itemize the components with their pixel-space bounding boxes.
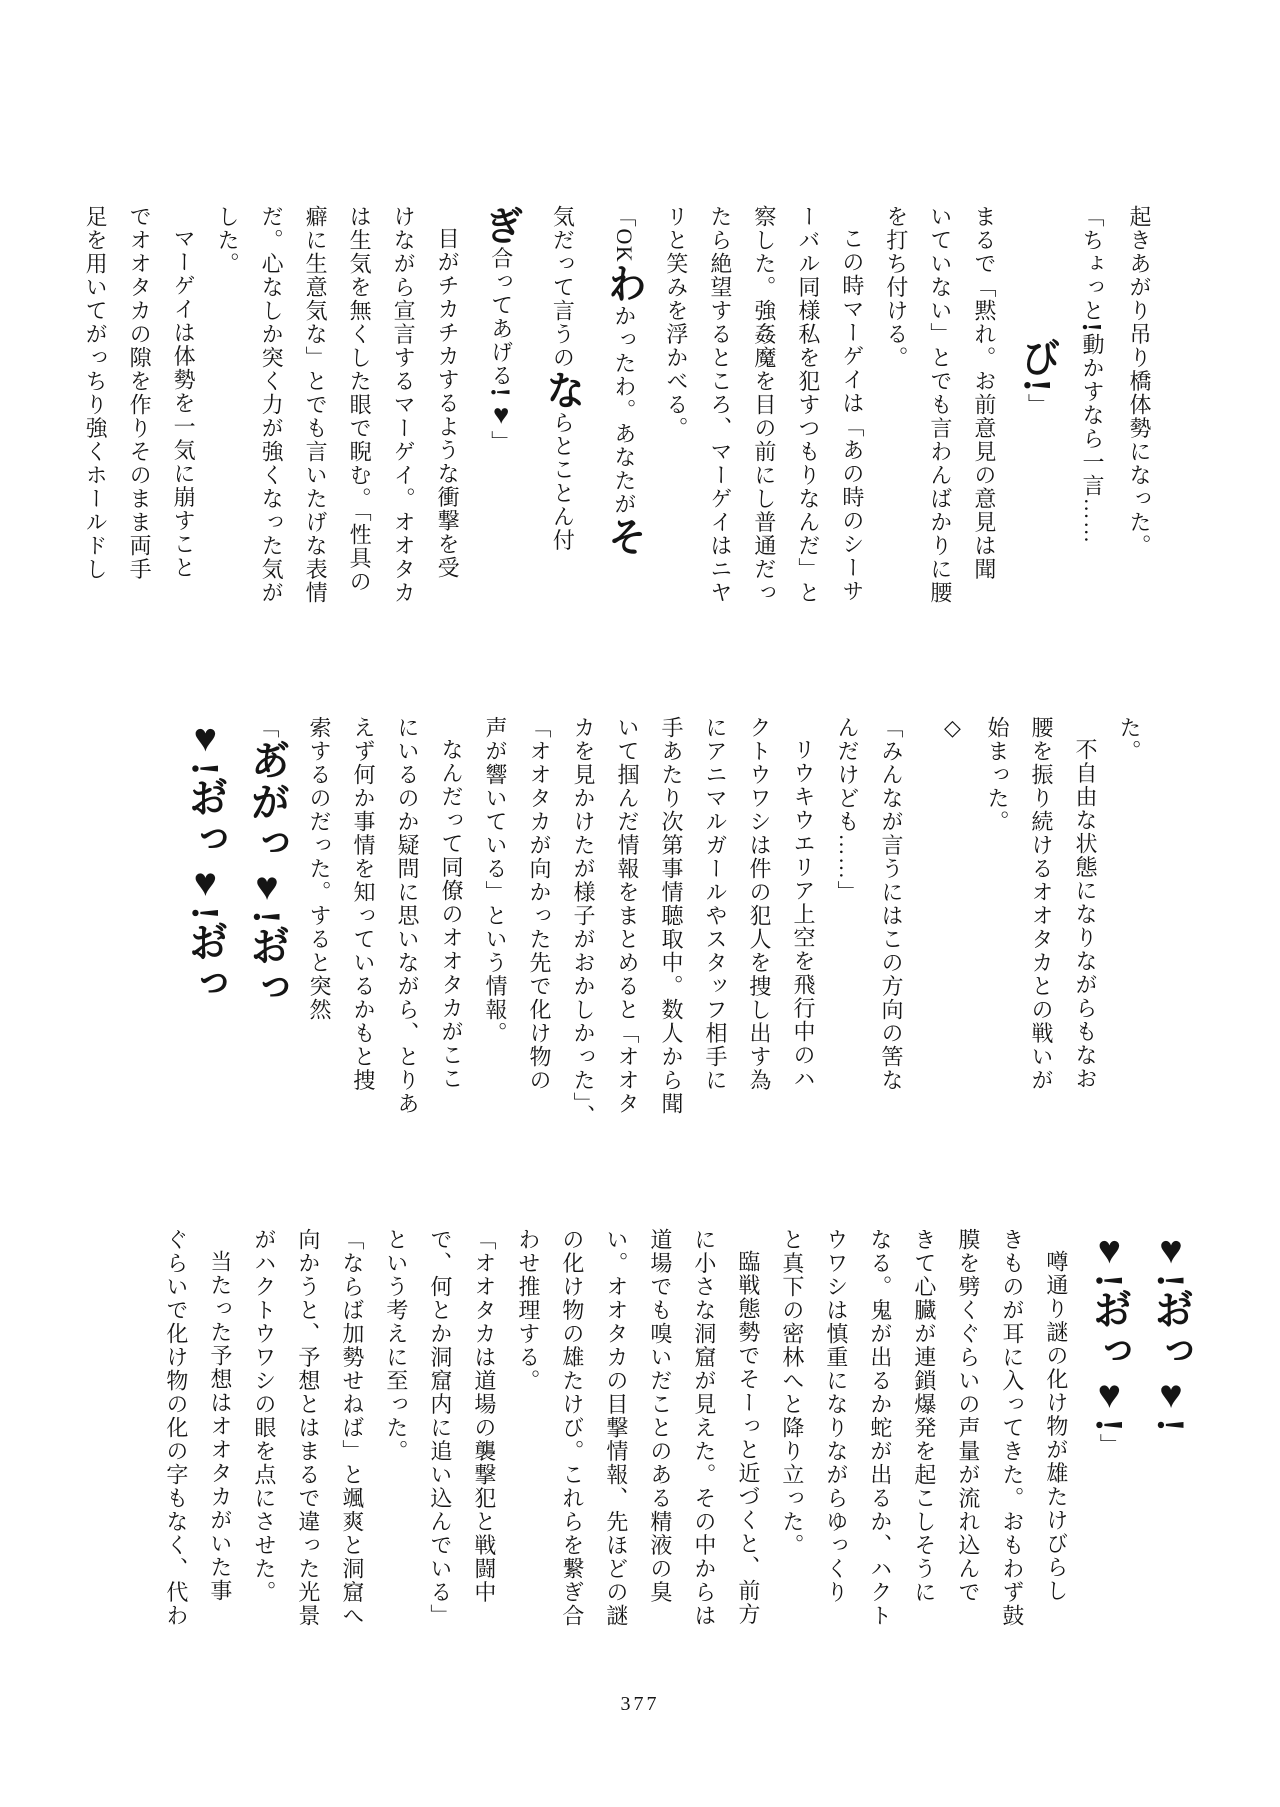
- text-column: でオオタカの隙を作りそのまま両手: [127, 205, 153, 581]
- text-column: がハクトウワシの眼を点にさせた。: [251, 1228, 277, 1604]
- text-column: けながら宣言するマーゲイ。オオタカ: [391, 205, 417, 605]
- text-column: いていない」とでも言わんばかりに腰: [927, 205, 953, 605]
- text-column: クトウワシは件の犯人を捜し出す為: [747, 716, 772, 1092]
- text-column: 始まった。: [985, 716, 1010, 834]
- emphasis-text: 「ちょっと: [1080, 205, 1105, 323]
- text-column: 声が響いている」という情報。: [483, 716, 508, 1045]
- heart-emphasis-text: ♥: [485, 398, 517, 431]
- text-column: リウキウエリア上空を飛行中のハ: [791, 738, 816, 1091]
- text-column: 索するのだった。すると突然: [307, 716, 332, 1022]
- emphasis-text: 気だって言うの: [550, 205, 576, 370]
- section-divider-diamond: ◇: [941, 716, 966, 743]
- text-column: [183, 716, 228, 1131]
- text-column: という考えに至った。: [383, 1228, 409, 1463]
- text-column: [601, 205, 646, 660]
- text-column: ーバル同様私を犯すつもりなんだ」と: [795, 205, 821, 605]
- text-column: 「オオタカは道場の襲撃犯と戦闘中: [471, 1228, 497, 1604]
- emphasis-text: わ: [601, 263, 646, 305]
- text-column: 足を用いてがっちり強くホールドし: [83, 205, 109, 581]
- text-column: 目がチカチカするような衝撃を受: [435, 227, 461, 580]
- emphasis-text: らとことん付: [550, 411, 576, 553]
- text-column: に小さな洞窟が見えた。その中からは: [691, 1228, 717, 1628]
- text-column: きものが耳に入ってきた。おもわず鼓: [999, 1228, 1025, 1628]
- heart-emphasis-text: ♥!お゙っ♥!: [1149, 1228, 1193, 1434]
- text-column: 「オオタカが向かった先で化け物の: [527, 716, 552, 1092]
- emphasis-text: 「: [255, 716, 280, 740]
- emphasis-text: !: [1077, 322, 1108, 334]
- text-column: ウワシは慎重になりながらゆっくり: [823, 1228, 849, 1604]
- text-band-middle: [185, 716, 1140, 1131]
- text-column: ぐらいで化け物の化の字もなく、代わ: [163, 1228, 189, 1628]
- text-column: リと笑みを浮かべる。: [663, 205, 689, 440]
- heart-emphasis-text: あ゙がっ♥!お゙っ: [245, 739, 289, 1009]
- text-column: [1149, 1228, 1193, 1678]
- text-column: だ。心なしか突く力が強くなった気が: [259, 205, 285, 605]
- text-column: 手あたり次第事情聴取中。数人から聞: [659, 716, 684, 1116]
- text-column: 腰を振り続けるオオタカとの戦いが: [1029, 716, 1054, 1092]
- emphasis-text: そ: [601, 516, 646, 558]
- emphasis-text: な: [540, 369, 585, 412]
- text-column: わせ推理する。: [515, 1228, 541, 1393]
- emphasis-text: ぎ: [478, 205, 523, 247]
- emphasis-text: 」: [488, 430, 514, 455]
- emphasis-text: かったわ。あなたが: [611, 304, 637, 517]
- emphasis-text: 合ってあげる: [488, 246, 514, 388]
- text-column: いて掴んだ情報をまとめると「オオタ: [615, 716, 640, 1116]
- text-column: 「みんなが言うにはこの方向の筈な: [879, 716, 904, 1092]
- text-column: で、何とか洞窟内に追い込んでいる」: [427, 1228, 453, 1628]
- text-column: 癖に生意気な」とでも言いたげな表情: [303, 205, 329, 605]
- text-column: 不自由な状態になりながらもなお: [1073, 738, 1098, 1091]
- text-column: たら絶望するところ、マーゲイはニヤ: [707, 205, 733, 605]
- emphasis-text: 「OK: [611, 205, 637, 264]
- text-column: 察した。強姦魔を目の前にし普通だっ: [751, 205, 777, 605]
- text-band-top: [84, 205, 1150, 660]
- text-column: [1087, 1228, 1132, 1678]
- heart-emphasis-text: ♥!お゙っ♥!お゙っ: [183, 716, 228, 1005]
- text-column: なんだって同僚のオオタカがここ: [439, 738, 464, 1091]
- text-column: の化け物の雄たけび。これらを繋ぎ合: [559, 1228, 585, 1628]
- text-column: 膜を劈くぐらいの声量が流れ込んで: [955, 1228, 981, 1604]
- text-column: た。: [1117, 716, 1142, 763]
- text-column: 向かうと、予想とはまるで違った光景: [295, 1228, 321, 1628]
- text-column: した。: [215, 205, 241, 276]
- text-column: は生気を無くした眼で睨む。「性具の: [347, 205, 373, 594]
- emphasis-text: 動かすなら一言……: [1080, 333, 1105, 545]
- emphasis-text: 」: [1097, 1433, 1123, 1458]
- emphasis-text: び!: [1015, 337, 1060, 394]
- emphasis-text: 」: [1025, 393, 1051, 418]
- text-column: 「ならば加勢せねば」と颯爽と洞窟へ: [339, 1228, 365, 1628]
- text-column: 当たった予想はオオタカがいた事: [207, 1250, 233, 1603]
- text-column: を打ち付ける。: [883, 205, 909, 370]
- text-column: [1079, 205, 1107, 660]
- text-column: と真下の密林へと降り立った。: [779, 1228, 805, 1557]
- text-column: まるで「黙れ。お前意見の意見は聞: [971, 205, 997, 581]
- text-column: えず何か事情を知っているかもと捜: [351, 716, 376, 1092]
- text-column: にいるのか疑問に思いながら、とりあ: [395, 716, 420, 1116]
- text-column: この時マーゲイは「あの時のシーサ: [839, 227, 865, 603]
- text-column: い。オオタカの目撃情報、先ほどの謎: [603, 1228, 629, 1628]
- text-column: マーゲイは体勢を一気に崩すこと: [171, 227, 197, 580]
- text-column: 道場でも嗅いだことのある精液の臭: [647, 1228, 673, 1604]
- text-band-bottom: [163, 1228, 1193, 1678]
- heart-emphasis-text: ♥!お゙っ♥!: [1087, 1228, 1132, 1434]
- text-column: カを見かけたが様子がおかしかった」、: [571, 716, 596, 1128]
- text-column: 臨戦態勢でそーっと近づくと、前方: [735, 1250, 761, 1626]
- text-column: [1015, 205, 1060, 660]
- emphasis-text: !: [485, 387, 517, 399]
- text-column: きて心臓が連鎖爆発を起こしそうに: [911, 1228, 937, 1604]
- text-column: にアニマルガールやスタッフ相手に: [703, 716, 728, 1092]
- text-column: 噂通り謎の化け物が雄たけびらし: [1043, 1250, 1069, 1603]
- text-column: 起きあがり吊り橋体勢になった。: [1127, 205, 1152, 558]
- page-number: 377: [620, 1693, 660, 1715]
- text-column: [245, 716, 289, 1131]
- text-column: なる。鬼が出るか蛇が出るか、ハクト: [867, 1228, 893, 1628]
- text-column: [478, 205, 523, 660]
- text-column: [540, 205, 585, 660]
- text-column: んだけども……」: [835, 716, 860, 904]
